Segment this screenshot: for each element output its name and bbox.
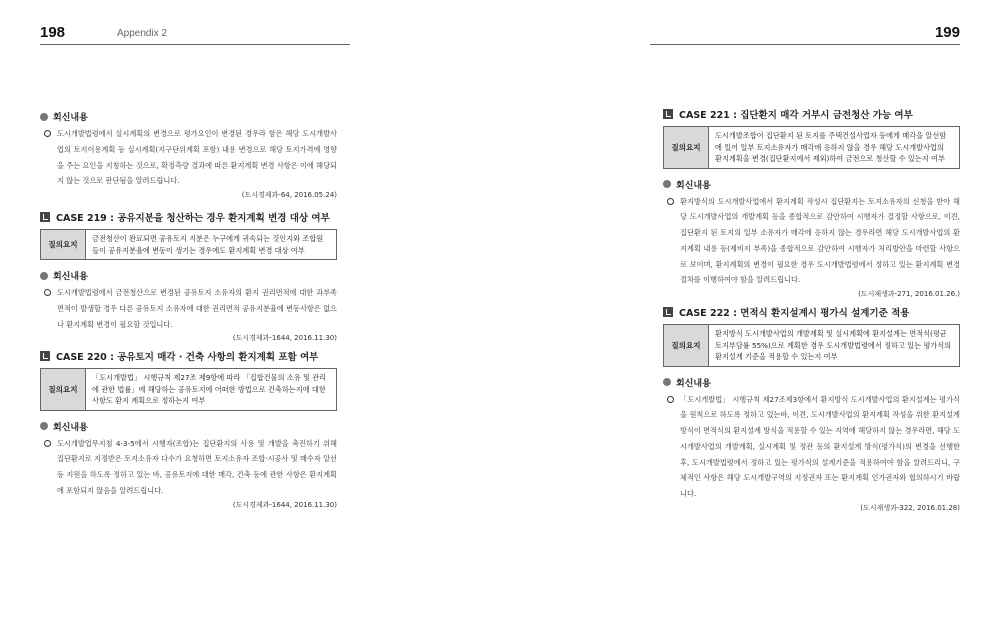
running-head: Appendix 2	[117, 28, 168, 39]
case-title: CASE 222 : 면적식 환지설계시 평가식 설계기준 적용	[679, 308, 910, 319]
right-page-number: 199	[934, 24, 960, 41]
case-title: CASE 221 : 집단환지 매각 거부시 금전청산 가능 여부	[679, 110, 913, 121]
reply-text: 도시개발업무지침 4-3-5에서 시행자(조합)는 집단환지의 사용 및 개발을 촉진하기 위해 집단환지로 지정받은 토지소유자 다수가 요청하면 토지소유자 조합·시공사 및 매수자 알선 등 지원을 하도록 정하고 있는 바, 공유토지에 대한 매각, 건축 등에 관한 사항은 환지계획에 포함되지 않음을 알려드립니다.	[57, 438, 337, 495]
case-221	[663, 106, 960, 300]
reference: (도시경제과-1644, 2016.11.30)	[232, 334, 337, 343]
reference: (도시경제과-1644, 2016.11.30)	[232, 500, 337, 509]
question-box	[663, 324, 960, 367]
question-text: 환지방식 도시개발사업의 개발계획 및 실시계획에 환지설계는 면적식(평균토지부담률 55%)으로 계획한 경우 도시개발법령에서 정하고 있는 평가식의 환지설계 기준을 적용할 수 있는지 여부	[715, 329, 952, 361]
reference: (도시경제과-64, 2016.05.24)	[241, 191, 337, 200]
case-220	[40, 348, 337, 511]
ring-bullet-icon	[44, 440, 51, 447]
reply-heading: 회신내용	[53, 272, 88, 282]
reply-heading: 회신내용	[53, 113, 88, 123]
left-reply-1	[40, 110, 337, 201]
question-box	[663, 126, 960, 169]
reply-heading: 회신내용	[53, 422, 88, 433]
ring-bullet-icon	[44, 130, 51, 137]
ring-bullet-icon	[667, 396, 674, 403]
reference: (도시재생과-271, 2016.01.26.)	[858, 290, 960, 299]
question-box	[40, 368, 337, 411]
case-marker-icon	[663, 109, 673, 119]
header-rule-right	[650, 44, 960, 45]
case-title: CASE 220 : 공유토지 매각 · 건축 사항의 환지계획 포함 여부	[56, 352, 319, 363]
reply-text: 도시개발법령에서 금전청산으로 변경된 공유토지 소유자의 환지 권리면적에 대한 과부족 면적이 발생할 경우 다른 공유토지 소유자에 대한 권리면적 공유지분율에 변동사항은 없으나 환지계획 변경이 필요할 것입니다.	[57, 288, 337, 329]
case-marker-icon	[40, 351, 50, 361]
reply-heading: 회신내용	[676, 180, 711, 191]
case-title: CASE 219 : 공유지분을 청산하는 경우 환지계획 변경 대상 여부	[56, 213, 330, 224]
case-219	[40, 209, 337, 344]
reply-heading: 회신내용	[676, 378, 711, 389]
case-marker-icon	[663, 307, 673, 317]
question-label: 질의요지	[664, 325, 709, 366]
bullet-dot-icon	[663, 378, 671, 386]
case-222	[663, 304, 960, 514]
bullet-dot-icon	[40, 113, 48, 121]
reply-text: 환지방식의 도시개발사업에서 환지계획 작성시 집단환지는 토지소유자의 신청을 받아 해당 도시개발사업의 개발계획 등을 종합적으로 감안하여 시행자가 결정할 사항으로, 이견, 집단환지 된 토지의 일부 소유자가 매각에 응하지 않는 경우라면 해당 도시개발사업의 환지계획 내용 등(제비지 부족)을 종합적으로 감안하여 시행자가 처리방안을 마련할 사항으로 보이며, 환지계획의 변경이 필요한 경우 도시개발법령에서 정하고 있는 환지계획 변경절차를 이행하여야 함을 알려드립니다.	[680, 196, 960, 285]
header-rule-left	[40, 44, 350, 45]
ring-bullet-icon	[667, 198, 674, 205]
reply-text: 도시개발법령에서 실시계획의 변경으로 평가요인이 변경된 경우라 함은 해당 도시개발사업의 토지이용계획 등 실시계획(지구단위계획 포함) 내용 변경으로 해당 토지가격에 영향을 주는 요인을 지칭하는 것으로, 확정측량 결과에 따른 환지계획 변경 사항은 이에 해당되지 않는 것으로 판단됨을 알려드립니다.	[57, 129, 337, 186]
question-text: 「도시개발법」 시행규칙 제27조 제9항에 따라 「집합건물의 소유 및 관리에 관한 법률」에 해당하는 공유토지에 어떠한 방법으로 건축하는지에 대한 사항도 환지 계획으로 정하는지 여부	[92, 373, 327, 405]
left-page-number: 198	[40, 24, 66, 41]
ring-bullet-icon	[44, 289, 51, 296]
question-label: 질의요지	[41, 369, 86, 410]
bullet-dot-icon	[40, 422, 48, 430]
bullet-dot-icon	[663, 180, 671, 188]
reference: (도시재생과-322, 2016.01.28)	[860, 504, 960, 513]
question-label: 질의요지	[664, 127, 709, 168]
question-text: 금전청산이 완료되면 공유토지 지분은 누구에게 귀속되는 것인지와 조합원들이 공유지분율에 변동이 생기는 경우에도 환지계획 변경 대상 여부	[92, 234, 324, 255]
case-marker-icon	[40, 212, 50, 222]
question-text: 도시개발조합이 집단환지 된 토지를 주택건설사업자 등에게 매각을 알선함에 있어 일부 토지소유자가 매각에 응하지 않을 경우 해당 도시개발사업의 환지계획을 변경(집단환지에서 제외)하여 금전으로 청산할 수 있는지 여부	[715, 131, 947, 163]
bullet-dot-icon	[40, 272, 48, 280]
question-box	[40, 229, 337, 260]
reply-text: 「도시개발법」 시행규칙 제27조제3항에서 환지방식 도시개발사업의 환지설계는 평가식을 원칙으로 하도록 정하고 있는바, 이견, 도시개발사업의 환지계획 작성을 위한 환지설계 방식이 면적식의 환지설계 방식을 적용할 수 있는 지역에 해당하지 않는 경우라면, 해당 도시개발사업의 개발계획, 실시계획 및 정관 등의 환지설계 방식(평가식)의 변경을 선행한 후, 도시개발법령에서 정하고 있는 평가식의 설계기준을 적용하여야 함을 알려드리니, 구체적인 사항은 해당 도시개발구역의 지정권자 또는 환지계획 인가권자와 협의하시기 바랍니다.	[680, 394, 960, 499]
question-label: 질의요지	[41, 230, 86, 259]
